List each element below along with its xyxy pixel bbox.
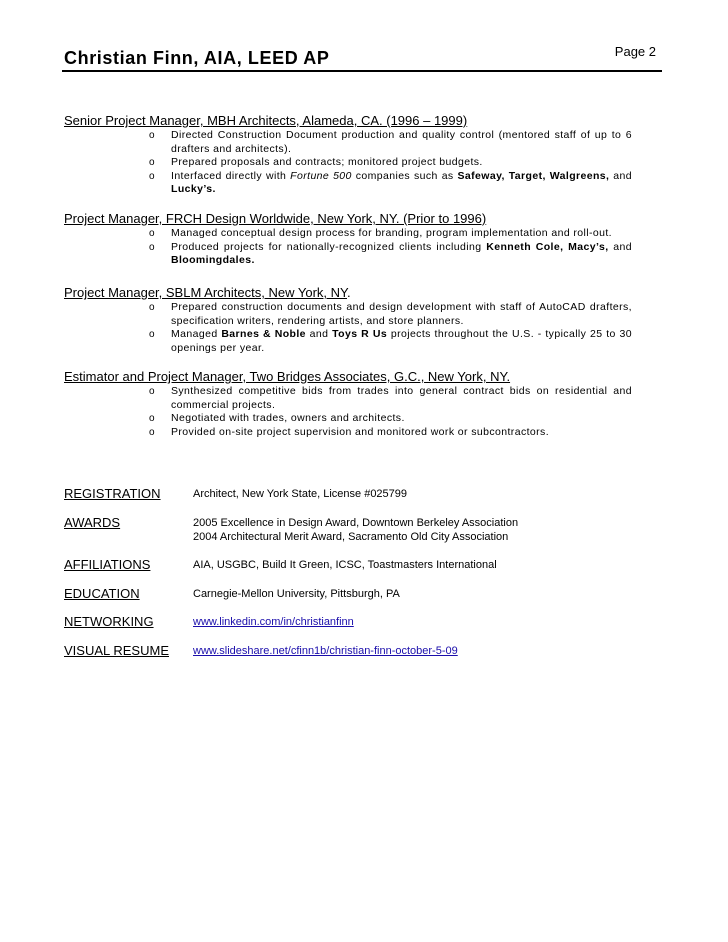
job-bullets xyxy=(64,129,632,197)
education-label: EDUCATION xyxy=(64,586,140,601)
candidate-name: Christian Finn, AIA, LEED AP xyxy=(64,48,330,68)
job-title: Project Manager, FRCH Design Worldwide, New York, NY. (Prior to 1996) xyxy=(64,211,487,226)
job-entry-two-bridges xyxy=(64,368,632,439)
list-item: o Interfaced directly with Fortune 500 companies such as Safeway, Target, Walgreens, and Lucky’s. xyxy=(149,169,632,195)
list-item: o Produced projects for nationally-recognized clients including Kenneth Cole, Macy’s, and Bloomingdales. xyxy=(149,240,632,266)
list-item: o Managed Barnes & Noble and Toys R Us projects throughout the U.S. - typically 25 to 30 openings per year. xyxy=(149,328,633,354)
job-entry-sblm xyxy=(64,284,632,355)
list-item: o Directed Construction Document production and quality control (mentored staff of up to 6 drafters and architects). xyxy=(149,129,632,155)
job-bullets xyxy=(64,385,632,439)
affiliations-label: AFFILIATIONS xyxy=(64,557,151,572)
registration-label: REGISTRATION xyxy=(64,486,161,501)
job-bullets xyxy=(64,227,632,268)
award-item: 2005 Excellence in Design Award, Downtown Berkeley Association xyxy=(193,517,519,529)
job-bullets xyxy=(64,301,632,355)
award-item: 2004 Architectural Merit Award, Sacramento Old City Association xyxy=(193,531,509,543)
header-rule xyxy=(62,70,662,72)
page-number: Page 2 xyxy=(614,44,656,59)
list-item: o Prepared construction documents and design development with staff of AutoCAD drafters, specification writers, rendering artists, and store planners. xyxy=(149,301,632,327)
job-title: Project Manager, SBLM Architects, New York, NY. xyxy=(64,285,351,300)
registration-value: Architect, New York State, License #025799 xyxy=(193,488,408,500)
list-item: o Managed conceptual design process for branding, program implementation and roll-out. xyxy=(149,227,613,239)
networking-label: NETWORKING xyxy=(64,614,154,629)
job-title: Senior Project Manager, MBH Architects, Alameda, CA. (1996 – 1999) xyxy=(64,113,468,128)
job-entry-mbh xyxy=(64,112,632,197)
slideshare-link[interactable]: www.slideshare.net/cfinn1b/christian-finn-october-5-09 xyxy=(193,645,458,657)
list-item: o Negotiated with trades, owners and architects. xyxy=(149,412,405,424)
job-entry-frch xyxy=(64,210,632,268)
list-item: o Synthesized competitive bids from trades into general contract bids on residential and commercial projects. xyxy=(149,385,632,411)
job-title: Estimator and Project Manager, Two Bridges Associates, G.C., New York, NY. xyxy=(64,369,511,384)
linkedin-link[interactable]: www.linkedin.com/in/christianfinn xyxy=(193,616,354,628)
affiliations-value: AIA, USGBC, Build It Green, ICSC, Toastmasters International xyxy=(193,559,497,571)
list-item: o Prepared proposals and contracts; monitored project budgets. xyxy=(149,156,483,168)
education-value: Carnegie-Mellon University, Pittsburgh, PA xyxy=(193,588,400,600)
awards-label: AWARDS xyxy=(64,515,121,530)
visual-resume-label: VISUAL RESUME xyxy=(64,643,169,658)
list-item: o Provided on-site project supervision and monitored work or subcontractors. xyxy=(149,425,550,438)
